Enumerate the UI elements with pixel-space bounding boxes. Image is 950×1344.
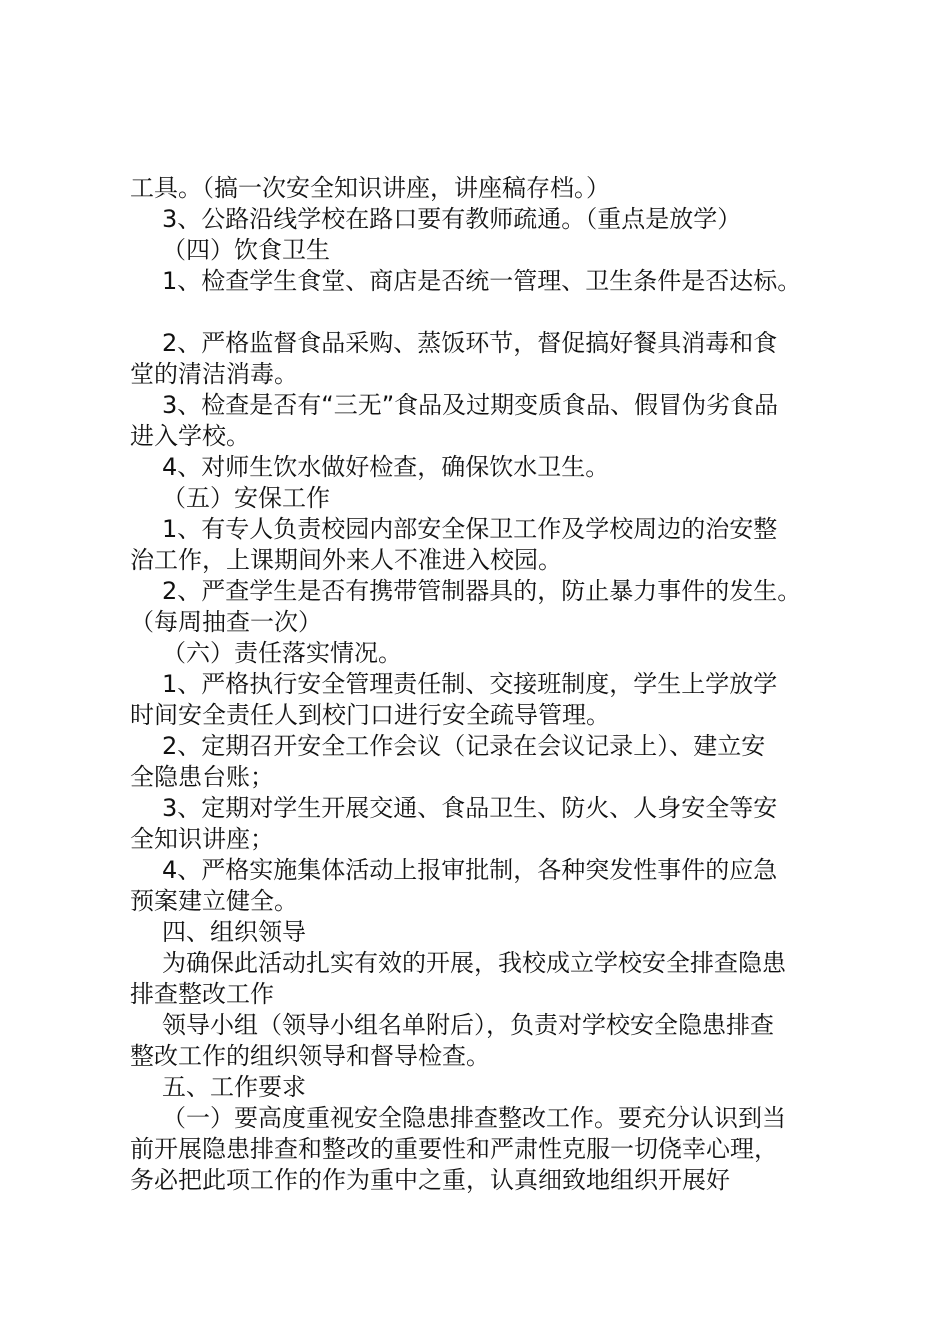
text-line: （五）安保工作 — [162, 484, 330, 512]
text-line: 时间安全责任人到校门口进行安全疏导管理。 — [130, 701, 610, 729]
text-line: 五、工作要求 — [162, 1073, 306, 1101]
document-body — [130, 173, 830, 1196]
text-line: （每周抽查一次） — [130, 608, 322, 636]
text-line: 2、严查学生是否有携带管制器具的，防止暴力事件的发生。 — [162, 577, 802, 605]
text-line: 3、公路沿线学校在路口要有教师疏通。（重点是放学） — [162, 205, 742, 233]
text-line: 3、定期对学生开展交通、食品卫生、防火、人身安全等安 — [162, 794, 778, 822]
text-line: 治工作，上课期间外来人不准进入校园。 — [130, 546, 562, 574]
text-line: 1、严格执行安全管理责任制、交接班制度，学生上学放学 — [162, 670, 778, 698]
text-line: 3、检查是否有“三无”食品及过期变质食品、假冒伪劣食品 — [162, 391, 779, 419]
text-line: 整改工作的组织领导和督导检查。 — [130, 1042, 490, 1070]
text-line: 务必把此项工作的作为重中之重，认真细致地组织开展好 — [130, 1166, 730, 1194]
text-line: 工具。（搞一次安全知识讲座，讲座稿存档。） — [130, 174, 610, 202]
text-line: 排查整改工作 — [130, 980, 274, 1008]
text-line: 堂的清洁消毒。 — [130, 360, 298, 388]
text-line: 1、有专人负责校园内部安全保卫工作及学校周边的治安整 — [162, 515, 778, 543]
blank-line — [130, 297, 830, 328]
text-line: 全知识讲座； — [130, 825, 274, 853]
text-line: 2、严格监督食品采购、蒸饭环节，督促搞好餐具消毒和食 — [162, 329, 778, 357]
text-line: 4、严格实施集体活动上报审批制，各种突发性事件的应急 — [162, 856, 778, 884]
text-line: 四、组织领导 — [162, 918, 306, 946]
text-line: （四）饮食卫生 — [162, 236, 330, 264]
text-line: 为确保此活动扎实有效的开展，我校成立学校安全排查隐患 — [162, 949, 786, 977]
text-line: 4、对师生饮水做好检查，确保饮水卫生。 — [162, 453, 610, 481]
text-line: 进入学校。 — [130, 422, 250, 450]
text-line: （一）要高度重视安全隐患排查整改工作。要充分认识到当 — [162, 1104, 786, 1132]
text-line: 预案建立健全。 — [130, 887, 298, 915]
text-line: 1、检查学生食堂、商店是否统一管理、卫生条件是否达标。 — [162, 267, 802, 295]
text-line: （六）责任落实情况。 — [162, 639, 402, 667]
text-line: 2、定期召开安全工作会议（记录在会议记录上）、建立安 — [162, 732, 766, 760]
text-line: 前开展隐患排查和整改的重要性和严肃性克服一切侥幸心理， — [130, 1135, 778, 1163]
text-line: 领导小组（领导小组名单附后），负责对学校安全隐患排查 — [162, 1011, 774, 1039]
text-line: 全隐患台账； — [130, 763, 274, 791]
